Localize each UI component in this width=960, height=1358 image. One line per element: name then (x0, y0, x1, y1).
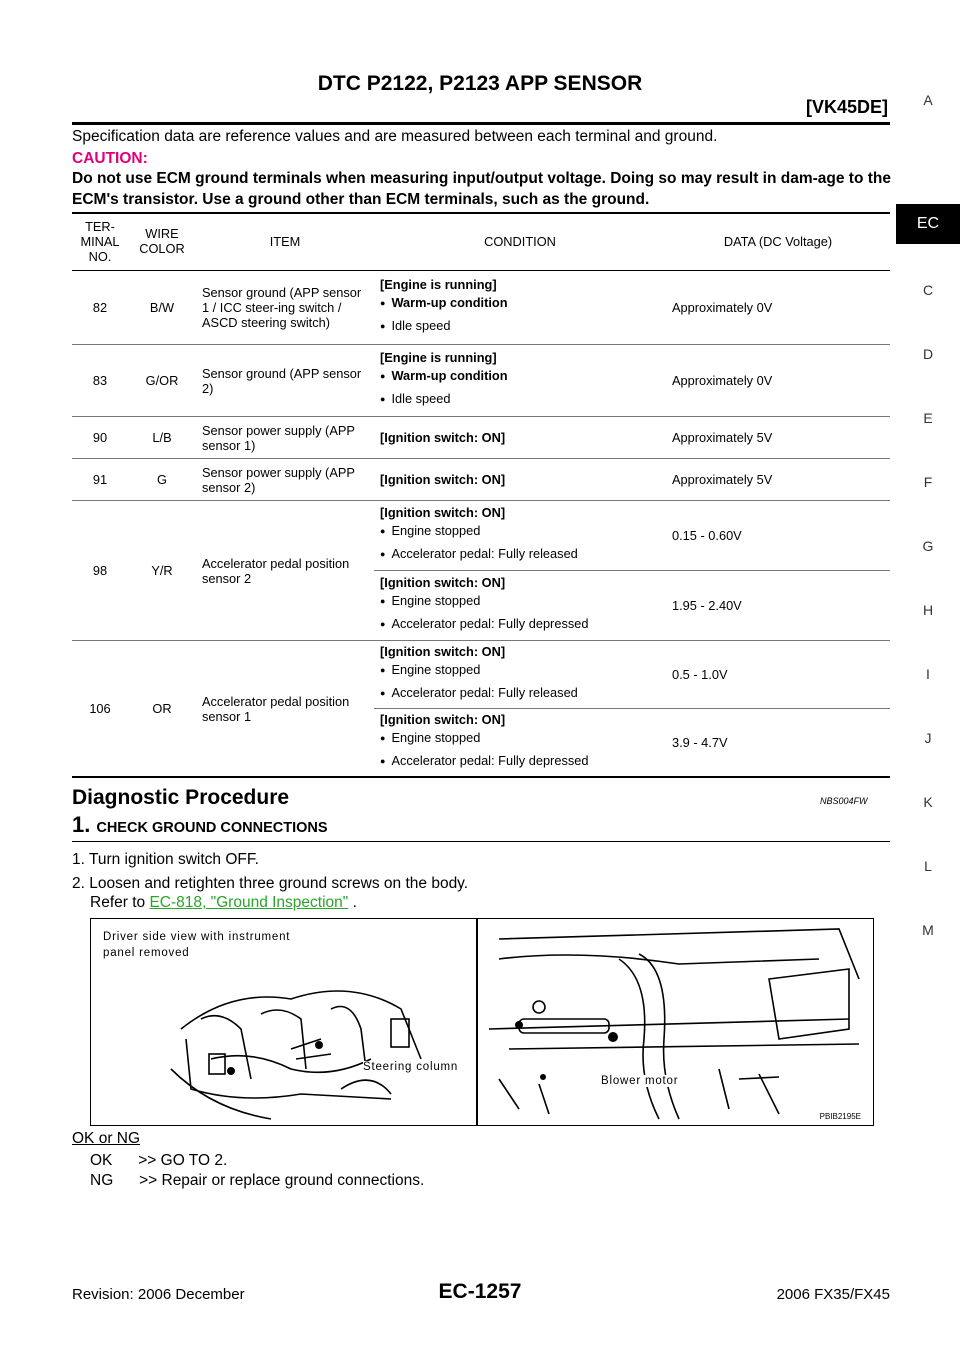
wire-cell: G (128, 459, 196, 501)
condition-cell: [Ignition switch: ON] (374, 459, 666, 501)
condition-cell (374, 709, 666, 778)
section-tab-h[interactable]: H (922, 602, 934, 618)
footer-revision: Revision: 2006 December (72, 1286, 245, 1303)
condition-head: [Ignition switch: ON] (380, 712, 506, 727)
condition-cell: [Ignition switch: ON] (374, 417, 666, 459)
section-tab-i[interactable]: I (926, 666, 930, 682)
condition-item: ● Accelerator pedal: Fully released (380, 543, 660, 566)
data-cell: 1.95 - 2.40V (666, 571, 890, 641)
intro-text: Specification data are reference values and are measured between each terminal and ground. (72, 128, 718, 145)
header-item: ITEM (196, 212, 374, 271)
item-cell: Accelerator pedal position sensor 2 (196, 501, 374, 641)
terminal-cell: 106 (72, 641, 128, 778)
caution-text: Do not use ECM ground terminals when measuring input/output voltage. Doing so may result in dam-age to the ECM's transistor. Use a ground other than ECM terminals, such as the ground. (72, 170, 891, 208)
ok-result: OK >> GO TO 2. (90, 1152, 228, 1169)
data-cell: 0.15 - 0.60V (666, 501, 890, 571)
data-cell: Approximately 0V (666, 271, 890, 345)
terminal-cell: 82 (72, 271, 128, 345)
data-cell: Approximately 5V (666, 459, 890, 501)
item-cell: Accelerator pedal position sensor 1 (196, 641, 374, 778)
page-title: DTC P2122, P2123 APP SENSOR (317, 72, 643, 95)
item-cell: Sensor power supply (APP sensor 2) (196, 459, 374, 501)
wire-cell: B/W (128, 271, 196, 345)
table-row (72, 345, 890, 417)
condition-item: ● Accelerator pedal: Fully depressed (380, 613, 660, 636)
refer-line (90, 894, 357, 912)
data-cell: 3.9 - 4.7V (666, 709, 890, 778)
condition-cell (374, 271, 666, 345)
step-number: 1. (72, 812, 91, 837)
section-tab-f[interactable]: F (923, 474, 933, 490)
refer-suffix: . (348, 894, 357, 911)
instrument-panel-drawing (91, 919, 471, 1125)
engine-code: [VK45DE] (805, 97, 888, 117)
section-tab-ec[interactable]: EC (896, 204, 960, 244)
table-row (72, 459, 890, 501)
section-tab-j[interactable]: J (924, 730, 932, 746)
ng-result: NG >> Repair or replace ground connections. (90, 1172, 425, 1189)
figure-code: PBIB2195E (819, 1112, 861, 1121)
table-row (72, 641, 890, 709)
header-terminal: TER-MINAL NO. (72, 212, 128, 271)
figure-caption-line: panel removed (103, 947, 190, 959)
item-cell: Sensor ground (APP sensor 2) (196, 345, 374, 417)
label-steering-column: Steering column (363, 1061, 459, 1073)
section-tab-a[interactable]: A (923, 92, 933, 108)
table-row (72, 271, 890, 345)
section-tab-e[interactable]: E (923, 410, 933, 426)
table-row (72, 501, 890, 571)
condition-item: ● Idle speed (380, 388, 660, 411)
condition-item: ● Idle speed (380, 315, 660, 338)
ground-screw-figure (90, 918, 874, 1126)
wire-cell: Y/R (128, 501, 196, 641)
condition-cell (374, 501, 666, 571)
condition-item: ● Accelerator pedal: Fully released (380, 682, 660, 705)
terminal-cell: 91 (72, 459, 128, 501)
footer-model: 2006 FX35/FX45 (776, 1286, 890, 1303)
figure-divider (476, 919, 478, 1125)
terminal-spec-table (72, 212, 890, 778)
terminal-cell: 90 (72, 417, 128, 459)
page-number: EC-1257 (438, 1280, 522, 1303)
instruction-step: 2. Loosen and retighten three ground screws on the body. (72, 875, 469, 892)
item-cell: Sensor power supply (APP sensor 1) (196, 417, 374, 459)
section-code: NBS004FW (820, 796, 868, 806)
header-rule (72, 122, 890, 125)
condition-item: ● Engine stopped (380, 659, 660, 682)
condition-head: [Ignition switch: ON] (380, 505, 506, 520)
instruction-step: 1. Turn ignition switch OFF. (72, 851, 259, 868)
condition-head: [Engine is running] (380, 350, 497, 365)
condition-item: ● Warm-up condition (380, 365, 660, 388)
condition-item: ● Engine stopped (380, 520, 660, 543)
wire-cell: L/B (128, 417, 196, 459)
caution-label: CAUTION: (72, 150, 148, 167)
condition-cell (374, 641, 666, 709)
step-rule (72, 841, 890, 842)
section-tab-d[interactable]: D (922, 346, 934, 362)
section-tab-l[interactable]: L (924, 858, 932, 874)
ok-ng-heading: OK or NG (72, 1130, 141, 1147)
step-title: CHECK GROUND CONNECTIONS (96, 820, 328, 836)
section-index (896, 0, 960, 1358)
data-cell: 0.5 - 1.0V (666, 641, 890, 709)
wire-cell: G/OR (128, 345, 196, 417)
header-wire-color: WIRE COLOR (128, 212, 196, 271)
wire-cell: OR (128, 641, 196, 778)
terminal-cell: 98 (72, 501, 128, 641)
refer-prefix: Refer to (90, 894, 150, 911)
condition-item: ● Engine stopped (380, 590, 660, 613)
blower-motor-drawing (479, 919, 874, 1125)
ground-inspection-link[interactable]: EC-818, "Ground Inspection" (149, 894, 349, 911)
section-tab-c[interactable]: C (922, 282, 934, 298)
condition-cell (374, 345, 666, 417)
step-heading (72, 812, 328, 838)
table-header-row (72, 212, 890, 271)
section-tab-k[interactable]: K (923, 794, 933, 810)
data-cell: Approximately 0V (666, 345, 890, 417)
condition-head: [Ignition switch: ON] (380, 644, 506, 659)
label-blower-motor: Blower motor (601, 1075, 679, 1087)
table-row (72, 417, 890, 459)
condition-item: ● Engine stopped (380, 727, 660, 750)
data-cell: Approximately 5V (666, 417, 890, 459)
header-data: DATA (DC Voltage) (666, 212, 890, 271)
condition-head: [Engine is running] (380, 277, 497, 292)
condition-cell (374, 571, 666, 641)
section-tab-m[interactable]: M (922, 922, 934, 938)
header-condition: CONDITION (374, 212, 666, 271)
terminal-cell: 83 (72, 345, 128, 417)
condition-item: ● Warm-up condition (380, 292, 660, 315)
condition-head: [Ignition switch: ON] (380, 575, 506, 590)
figure-caption-line: Driver side view with instrument (103, 931, 291, 943)
condition-item: ● Accelerator pedal: Fully depressed (380, 750, 660, 773)
item-cell: Sensor ground (APP sensor 1 / ICC steer-ing switch / ASCD steering switch) (196, 271, 374, 345)
section-tab-g[interactable]: G (922, 538, 934, 554)
section-heading: Diagnostic Procedure (72, 786, 290, 809)
